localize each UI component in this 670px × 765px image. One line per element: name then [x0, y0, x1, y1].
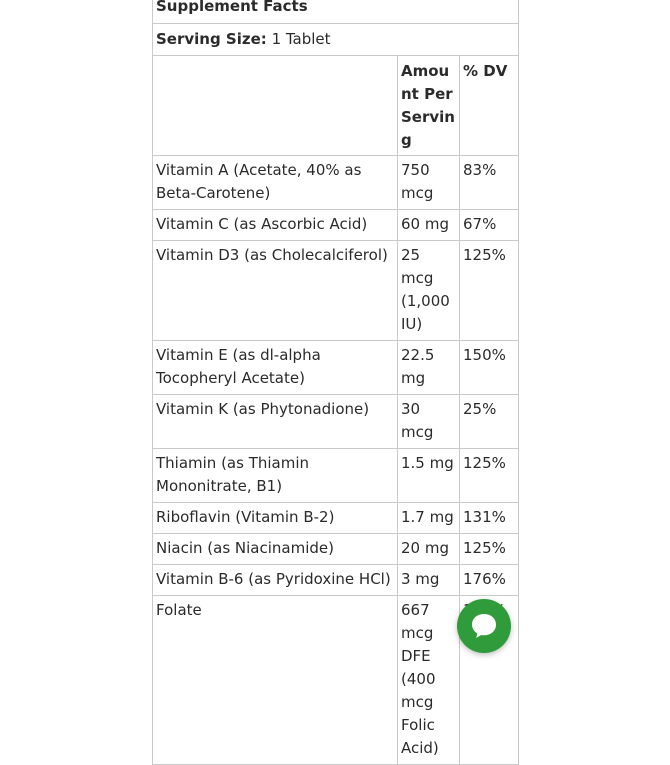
serving-size-row — [153, 24, 519, 56]
nutrient-name: Vitamin D3 (as Cholecalciferol) — [153, 241, 398, 341]
nutrient-row — [153, 565, 519, 596]
nutrient-name: Vitamin E (as dl-alpha Tocopheryl Acetate) — [153, 341, 398, 395]
nutrient-amount: 22.5 mg — [398, 341, 460, 395]
serving-size-value: 1 Tablet — [271, 30, 331, 48]
nutrient-name: Folate — [153, 596, 398, 765]
nutrient-amount: 667 mcg DFE (400 mcg Folic Acid) — [398, 596, 460, 765]
nutrient-dv: 125% — [460, 534, 519, 565]
nutrient-name: Riboflavin (Vitamin B-2) — [153, 503, 398, 534]
serving-size — [153, 24, 519, 56]
nutrient-row — [153, 503, 519, 534]
nutrient-amount: 30 mcg — [398, 395, 460, 449]
nutrient-name: Vitamin A (Acetate, 40% as Beta-Carotene) — [153, 156, 398, 210]
nutrient-name: Vitamin B-6 (as Pyridoxine HCl) — [153, 565, 398, 596]
nutrient-row — [153, 534, 519, 565]
chat-bubble-icon — [469, 611, 499, 641]
nutrient-row — [153, 341, 519, 395]
nutrient-name: Niacin (as Niacinamide) — [153, 534, 398, 565]
supplement-facts-table — [152, 0, 519, 765]
nutrient-amount: 1.7 mg — [398, 503, 460, 534]
column-header-row — [153, 56, 519, 156]
nutrient-row — [153, 449, 519, 503]
nutrient-name: Vitamin C (as Ascorbic Acid) — [153, 210, 398, 241]
nutrient-dv: 125% — [460, 449, 519, 503]
nutrient-amount: 25 mcg (1,000 IU) — [398, 241, 460, 341]
nutrient-dv: 150% — [460, 341, 519, 395]
nutrient-dv: 176% — [460, 565, 519, 596]
nutrient-dv: 67% — [460, 210, 519, 241]
supplement-facts-panel — [152, 0, 518, 765]
nutrient-dv: 131% — [460, 503, 519, 534]
panel-title: Supplement Facts — [153, 0, 519, 24]
nutrient-dv: 125% — [460, 241, 519, 341]
nutrient-amount: 1.5 mg — [398, 449, 460, 503]
nutrient-amount: 3 mg — [398, 565, 460, 596]
chat-button[interactable] — [457, 599, 511, 653]
nutrient-name: Thiamin (as Thiamin Mononitrate, B1) — [153, 449, 398, 503]
title-row — [153, 0, 519, 24]
header-dv: % DV — [460, 56, 519, 156]
nutrient-name: Vitamin K (as Phytonadione) — [153, 395, 398, 449]
nutrient-row — [153, 241, 519, 341]
nutrient-row — [153, 210, 519, 241]
header-nutrient — [153, 56, 398, 156]
serving-size-label: Serving Size: — [156, 30, 267, 48]
nutrient-amount: 60 mg — [398, 210, 460, 241]
nutrient-amount: 750 mcg — [398, 156, 460, 210]
nutrient-dv: 25% — [460, 395, 519, 449]
nutrient-dv: 83% — [460, 156, 519, 210]
nutrient-amount: 20 mg — [398, 534, 460, 565]
header-amount: Amount Per Serving — [398, 56, 460, 156]
nutrient-row — [153, 395, 519, 449]
nutrient-row — [153, 156, 519, 210]
